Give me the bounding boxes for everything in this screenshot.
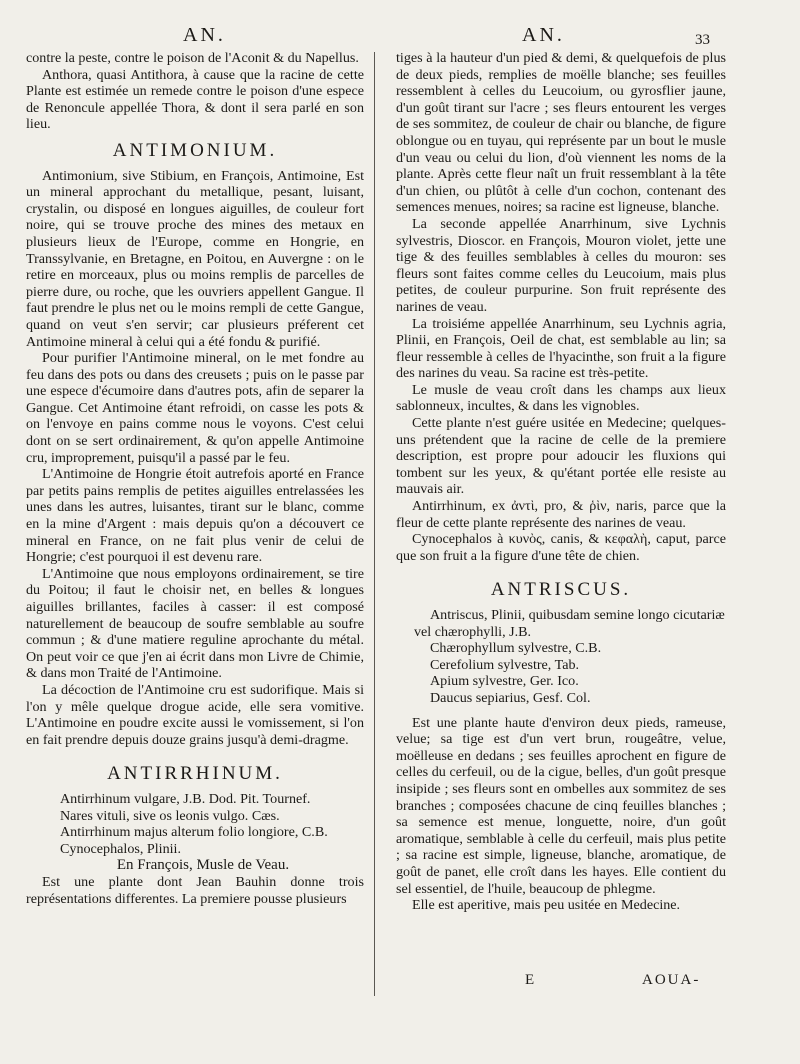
paragraph: Antimonium, sive Stibium, en François, Antimoine, Est un mineral approchant du metallique, pesant, luisant, crystalin, ou disposé en longues aiguilles, de couleur fort noire, qui se trouve proche des mines des metaux en plusieurs lieux de l'Europe, comme en Hongrie, en Transsylvanie, en Bretagne, en Poitou, en Auvergne : on le retire en morceaux, plus ou moins remplis de parcelles de pierre dure, ou roche, que les ouvriers appellent Gangue. Il faut prendre le plus net ou le moins rempli de cette Gangue, quand on veut s'en servir; car plusieurs préferent cet Antimoine mineral à celui qui a été fondu & purifié. (26, 167, 364, 350)
signature-mark: E (525, 972, 535, 988)
synonym-line: Daucus sepiarius, Gesf. Col. (430, 689, 591, 706)
synonym-line: Antirrhinum vulgare, J.B. Dod. Pit. Tournef. (60, 790, 311, 807)
running-head-left: AN. (183, 24, 226, 46)
left-column (26, 50, 364, 907)
synonym-line: Nares vituli, sive os leonis vulgo. Cæs. (60, 807, 280, 824)
paragraph: contre la peste, contre le poison de l'Aconit & du Napellus. (26, 50, 359, 66)
synonym-line: Antriscus, Plinii, quibusdam semine longo cicutariæ vel chærophylli, J.B. (414, 607, 725, 640)
paragraph: Cette plante n'est guére usitée en Medecine; quelques-uns prétendent que la racine de celle de la premiere description, est propre pour adoucir les fluxions qui tombent sur les yeux, & qu'étant portée elle resiste au mauvais air. (396, 415, 726, 498)
paragraph: L'Antimoine de Hongrie étoit autrefois aporté en France par petits pains remplis de petites aiguilles entrelassées les unes dans les autres, luisantes, tirant sur le blanc, comme en la mine d'Argent : mais depuis qu'on a découvert ce mineral en France, on ne fait plus venir de celui de Hongrie; c'est pourquoi il est devenu rare. (26, 466, 364, 566)
paragraph: Cynocephalos à κυνὸς, canis, & κεφαλὴ, caput, parce que son fruit a la figure d'une tête de chien. (396, 531, 726, 564)
paragraph: La seconde appellée Anarrhinum, sive Lychnis sylvestris, Dioscor. en François, Mouron violet, jette une tige & des feuilles semblables à celles du mouron: ses fleurs sont faites comme celles du Leucoium, mais plus petites, de couleur purpurine. Son fruit représente des narines de veau. (396, 215, 726, 315)
synonym-line: Cynocephalos, Plinii. (60, 840, 181, 857)
column-divider (374, 52, 375, 996)
paragraph: Est une plante dont Jean Bauhin donne trois représentations differentes. La premiere pousse plusieurs (26, 873, 364, 907)
synonym-line: Apium sylvestre, Ger. Ico. (430, 673, 579, 690)
synonym-line: Chærophyllum sylvestre, C.B. (430, 640, 602, 657)
paragraph: Anthora, quasi Antithora, à cause que la racine de cette Plante est estimée un remede contre le poison d'une espece de Renoncule appellée Thora, & dont il sera parlé en son lieu. (26, 66, 364, 133)
paragraph: Est une plante haute d'environ deux pieds, rameuse, velue; sa tige est d'un vert brun, rougeâtre, velue, moëlleuse en dedans ; ses feuilles aprochent en figure de celles du cerfeuil, ou de la cigue, belles, d'un goût presque insipide ; ses fleurs sont en ombelles aux sommitez de ses branches ; composées chacune de cinq feuilles blanches ; sa semence est menue, longuette, noire, d'un goût aromatique, semblable à celle du cerfeuil, mais plus petite ; sa racine est simple, ligneuse, blanche, aromatique, de goût de panet, elle croît dans les hayes. Elle contient du sel essentiel, de l'huile, beaucoup de phlegme. (396, 714, 726, 897)
right-column (396, 50, 726, 914)
paragraph: tiges à la hauteur d'un pied & demi, & quelquefois de plus de deux pieds, remplies de moëlle blanche; ses feuilles ressemblent à celles du Leucoium, ou gyrosflier jaune, d'un goût tirant sur l'acre ; ses fleurs entourent les verges de ses sommitez, de couleur de chair ou blanche, de figure oblongue ou en tuyau, qui représente par un bout le musle d'un veau ou celui du lion, d'où viennent les noms de la plante. Après cette fleur naît un fruit ressemblant à la tête d'un chien, ou plûtôt à celle d'un cochon, contenant des semences menues, noires; sa racine est ligneuse, blanche. (396, 50, 726, 216)
paragraph: La décoction de l'Antimoine cru est sudorifique. Mais si l'on y mêle quelque drogue acide, elle sera vomitive. L'Antimoine en poudre excite aussi le vomissement, si l'on en fait prendre depuis douze grains jusqu'à demi-dragme. (26, 681, 364, 748)
entry-heading-antirrhinum: ANTIRRHINUM. (107, 763, 283, 785)
paragraph: Le musle de veau croît dans les champs aux lieux sablonneux, incultes, & dans les vignobles. (396, 381, 726, 415)
running-head-right: AN. (522, 24, 565, 46)
entry-heading-antimonium: ANTIMONIUM. (112, 139, 278, 161)
page-number: 33 (695, 32, 710, 48)
paragraph: L'Antimoine que nous employons ordinairement, se tire du Poitou; il faut le choisir net, en belles & longues aiguilles brillantes, faciles à casser: il est composé naturellement de beaucoup de soufre semblable au soufre commun ; & d'une matiere reguline aprochante du métal. On peut voir ce que j'en ai écrit dans mon Livre de Chimie, & dans mon Traité de l'Antimoine. (26, 565, 364, 682)
french-name: En François, Musle de Veau. (116, 857, 290, 874)
paragraph: La troisiéme appellée Anarrhinum, seu Lychnis agria, Plinii, en François, Oeil de chat, est semblable au lin; sa fleur ressemble à celles de l'hyacinthe, son fruit a la figure des narines du veau. Sa racine est très-petite. (396, 315, 726, 382)
paragraph: Antirrhinum, ex ἀντὶ, pro, & ῥὶν, naris, parce que la fleur de cette plante représente des narines de veau. (396, 498, 726, 531)
synonym-line: Cerefolium sylvestre, Tab. (430, 656, 580, 673)
synonym-line: Antirrhinum majus alterum folio longiore, C.B. (60, 824, 328, 841)
paragraph: Pour purifier l'Antimoine mineral, on le met fondre au feu dans des pots ou dans des creusets ; puis on le passe par une espece d'écumoire dans d'autres pots, afin de separer la Gangue. Cet Antimoine étant refroidi, on casse les pots & on l'envoye en pains comme nous le voyons. C'est celui dont on se sert ordinairement, & qu'on appelle Antimoine cru, improprement, puisqu'il a passé par le feu. (26, 350, 364, 466)
paragraph: Elle est aperitive, mais peu usitée en Medecine. (412, 897, 681, 914)
catchword: AOUA- (642, 972, 701, 988)
entry-heading-antriscus: ANTRISCUS. (490, 579, 632, 601)
